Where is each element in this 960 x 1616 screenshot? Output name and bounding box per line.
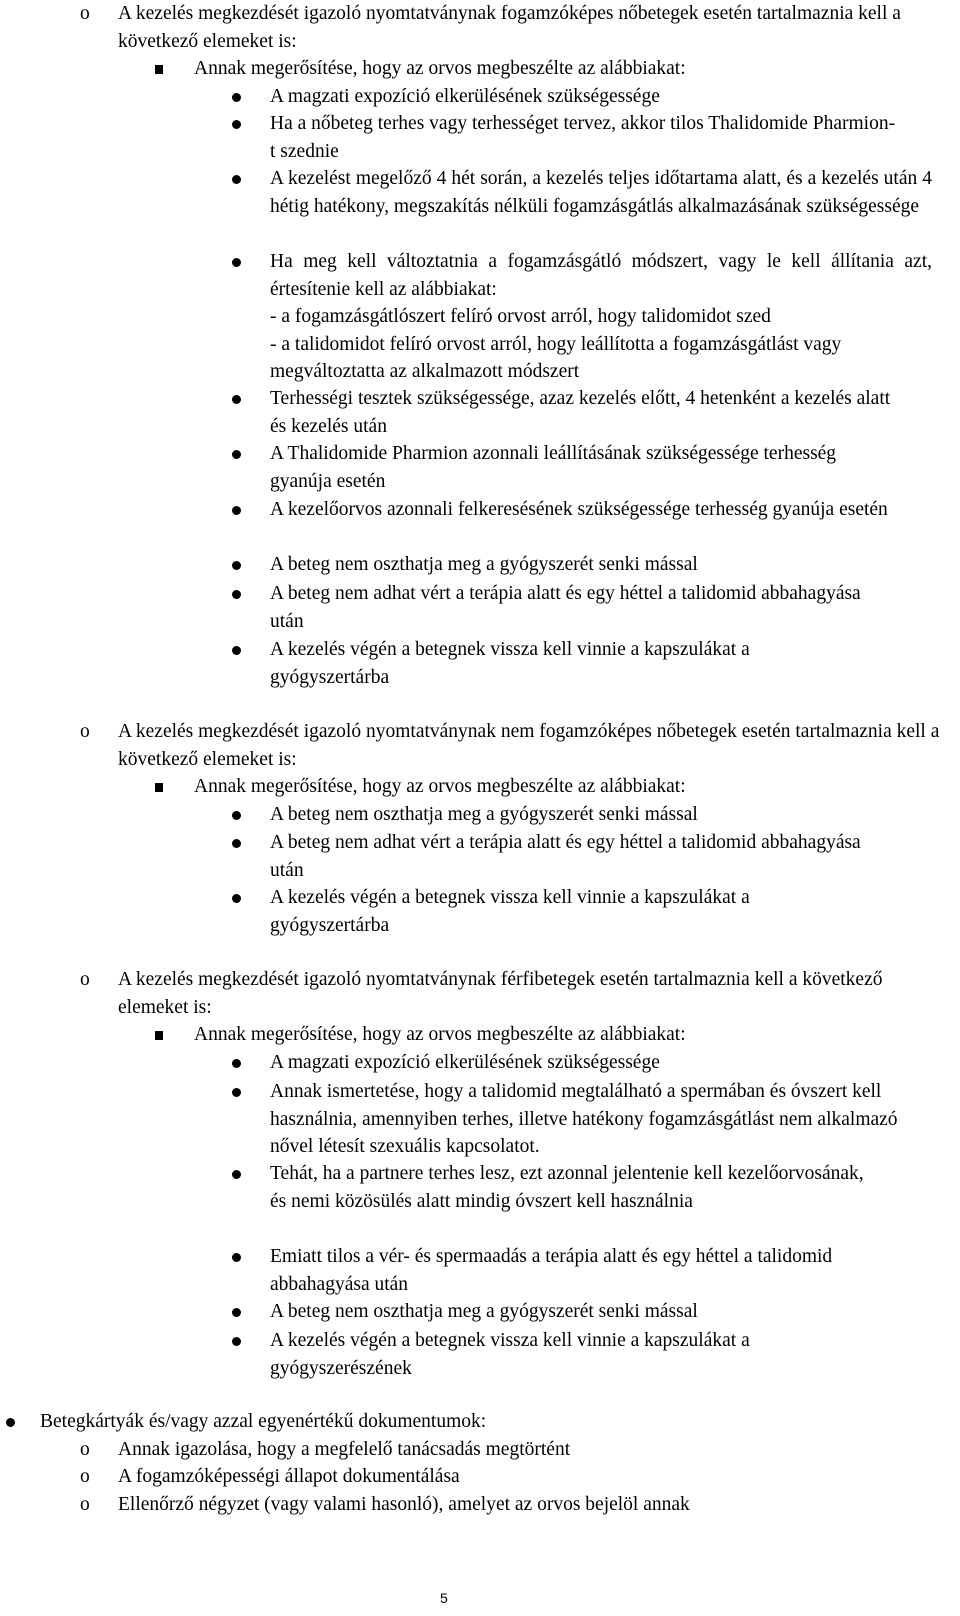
list-item: Ha a nőbeteg terhes vagy terhességet tervez, akkor tilos Thalidomide Pharmion-t szednie [232, 110, 932, 165]
square-bullet-icon [155, 65, 163, 74]
dot-bullet-icon [232, 1088, 241, 1097]
dot-bullet-icon [232, 1059, 241, 1068]
dash-line: - a fogamzásgátlószert felíró orvost arról, hogy talidomidot szed [270, 306, 771, 327]
circle-bullet: o [80, 3, 90, 24]
list-item: A magzati expozíció elkerülésének szükségessége [232, 83, 932, 111]
list-item: Annak ismertetése, hogy a talidomid megtalálható a spermában és óvszert kell használnia, amennyiben terhes, illetve hatékony fogamzásgátlást nem alkalmazó nővel létesít szexuális kapcsolatot. [232, 1078, 932, 1161]
dot-bullet-icon [232, 1253, 241, 1262]
dot-bullet-icon [232, 1337, 241, 1346]
section3-text: A kezelés megkezdését igazoló nyomtatványnak férfibetegek esetén tartalmaznia kell a következő elemeket is: [118, 969, 883, 1018]
dash-line: - a talidomidot felíró orvost arról, hogy leállította a fogamzásgátlást vagy megváltoztatta az alkalmazott módszert [270, 333, 842, 382]
list-item: Emiatt tilos a vér- és spermaadás a terápia alatt és egy héttel a talidomid abbahagyása után [232, 1243, 932, 1298]
square-bullet-icon [155, 1031, 163, 1040]
list-item: A kezelés végén a betegnek vissza kell vinnie a kapszulákat a gyógyszertárba [232, 884, 932, 939]
list-item: Terhességi tesztek szükségessége, azaz kezelés előtt, 4 hetenként a kezelés alatt és kezelés után [232, 385, 932, 440]
dot-bullet-icon [232, 395, 241, 404]
dot-bullet-icon [232, 646, 241, 655]
square-bullet-icon [155, 783, 163, 792]
section2-item [80, 718, 940, 773]
dot-bullet-icon [232, 590, 241, 599]
list-item: A Thalidomide Pharmion azonnali leállításának szükségessége terhesség gyanúja esetén [232, 440, 932, 495]
list-item: o Annak igazolása, hogy a megfelelő tanácsadás megtörtént [80, 1436, 940, 1464]
list-item: A kezelést megelőző 4 hét során, a kezelés teljes időtartama alatt, és a kezelés után 4 hétig hatékony, megszakítás nélküli fogamzásgátlás alkalmazásának szükségessége [232, 165, 932, 220]
list-item: A kezelés végén a betegnek vissza kell vinnie a kapszulákat a gyógyszerészének [232, 1327, 932, 1382]
list-item: A magzati expozíció elkerülésének szükségessége [232, 1049, 932, 1077]
section1-sub-item [155, 55, 940, 83]
dot-bullet-icon [232, 894, 241, 903]
dot-bullet-icon [6, 1418, 15, 1427]
dot-bullet-icon [232, 450, 241, 459]
patient-cards-title: Betegkártyák és/vagy azzal egyenértékű dokumentumok: [40, 1411, 487, 1432]
list-item: A beteg nem adhat vért a terápia alatt és egy héttel a talidomid abbahagyása után [232, 580, 932, 635]
page-number: 5 [440, 1590, 448, 1606]
list-item: Tehát, ha a partnere terhes lesz, ezt azonnal jelentenie kell kezelőorvosának, és nemi közösülés alatt mindig óvszert kell használnia [232, 1160, 932, 1215]
list-item: o Ellenőrző négyzet (vagy valami hasonló), amelyet az orvos bejelöl annak [80, 1491, 940, 1519]
circle-bullet: o [80, 1439, 90, 1460]
dot-bullet-icon [232, 506, 241, 515]
dot-bullet-icon [232, 561, 241, 570]
dot-bullet-icon [232, 258, 241, 267]
dot-bullet-icon [232, 839, 241, 848]
dot-bullet-icon [232, 175, 241, 184]
list-item: A beteg nem adhat vért a terápia alatt és egy héttel a talidomid abbahagyása után [232, 829, 932, 884]
circle-bullet: o [80, 1494, 90, 1515]
section1-sub-text: Annak megerősítése, hogy az orvos megbeszélte az alábbiakat: [194, 58, 686, 79]
circle-bullet: o [80, 1466, 90, 1487]
circle-bullet: o [80, 969, 90, 990]
dot-bullet-icon [232, 811, 241, 820]
list-item: A kezelés végén a betegnek vissza kell vinnie a kapszulákat a gyógyszertárba [232, 636, 932, 691]
section2-text: A kezelés megkezdését igazoló nyomtatványnak nem fogamzóképes nőbetegek esetén tartalmaznia kell a következő elemeket is: [118, 721, 940, 770]
list-item: A beteg nem oszthatja meg a gyógyszerét senki mással [232, 551, 932, 579]
circle-bullet: o [80, 721, 90, 742]
dot-bullet-icon [232, 93, 241, 102]
section1-text: A kezelés megkezdését igazoló nyomtatványnak fogamzóképes nőbetegek esetén tartalmaznia kell a következő elemeket is: [118, 3, 901, 52]
dot-bullet-icon [232, 1170, 241, 1179]
section2-sub-item: Annak megerősítése, hogy az orvos megbeszélte az alábbiakat: [155, 773, 940, 801]
list-item: A beteg nem oszthatja meg a gyógyszerét senki mással [232, 801, 932, 829]
section3-item [80, 966, 940, 1021]
list-item: o A fogamzóképességi állapot dokumentálása [80, 1463, 940, 1491]
list-item: A kezelőorvos azonnali felkeresésének szükségessége terhesség gyanúja esetén [232, 496, 932, 524]
patient-cards-item [6, 1408, 936, 1436]
list-item: Ha meg kell változtatnia a fogamzásgátló módszert, vagy le kell állítania azt, értesítenie kell az alábbiakat: - a fogamzásgátlószert felíró orvost arról, hogy talidomidot szed - a talidomidot felíró orvost arról, hogy leállította a fogamzásgátlást vagy megváltoztatta az alkalmazott módszert [232, 248, 932, 386]
dot-bullet-icon [232, 1308, 241, 1317]
section1-item [80, 0, 940, 55]
dot-bullet-icon [232, 120, 241, 129]
section3-sub-item: Annak megerősítése, hogy az orvos megbeszélte az alábbiakat: [155, 1021, 940, 1049]
list-item: A beteg nem oszthatja meg a gyógyszerét senki mással [232, 1298, 932, 1326]
